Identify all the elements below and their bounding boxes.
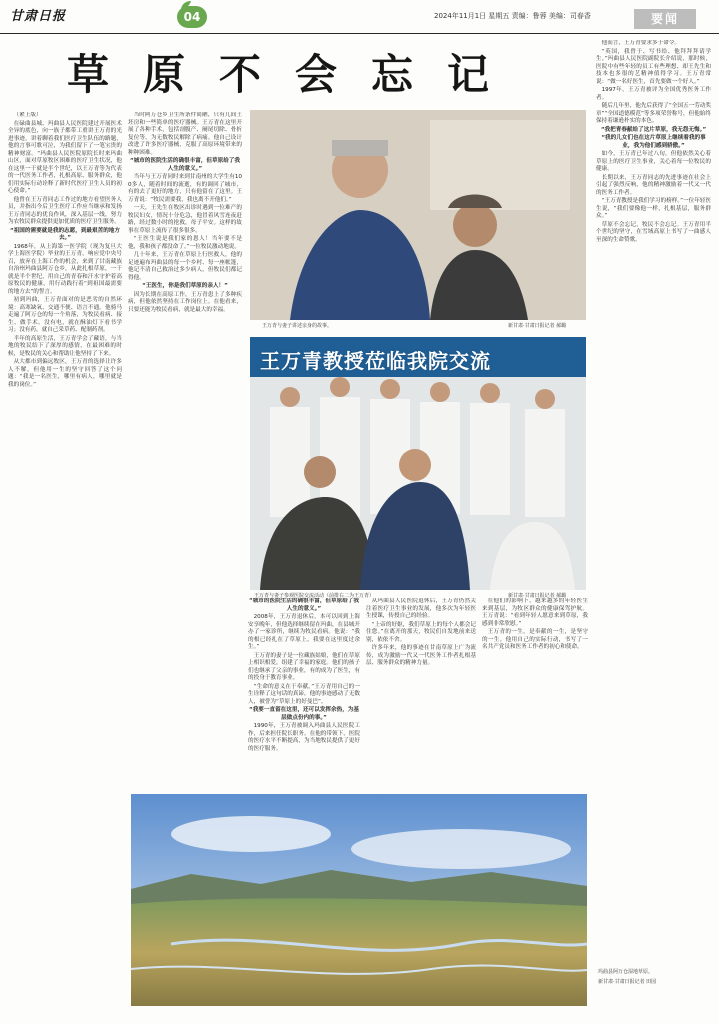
article-paragraph: 几十年来，王万青在草原上行医救人，他的足迹遍布玛曲县的每一个乡村、每一座帐篷，他记不清自己救治过多少病人，但牧民们都记得他。 [128, 252, 242, 281]
photo-landscape-illustration [131, 794, 587, 1006]
article-paragraph: 当时阿万仓乡卫生所条件简陋，只有几间土坯房和一些简单的医疗器械。王万青在这里开展了各种手术，包括剖腹产、阑尾切除、骨折复位等，为无数牧民解除了病痛。他自己设计改进了许多医疗器械，克服了高原环境带来的种种困难。 [128, 112, 242, 156]
article-paragraph: 王万青的一生，是奉献的一生，是坚守的一生。他用自己的实际行动，书写了一名共产党员和医务工作者的初心和使命。 [482, 629, 588, 650]
photo1-caption: 王万青与妻子讲述亲身的故事。 [262, 323, 333, 329]
article-paragraph: 2008年，王万青退休后，本可以回到上海安享晚年，但他选择继续留在玛曲，在县城开办了一家诊所，继续为牧民看病。他说：“我的根已经扎在了草原上，我要在这里度过余生。” [248, 614, 360, 650]
article-paragraph: 他而言，王万青要求多于命令。 [601, 40, 680, 46]
article-paragraph: “王万青教授是我们学习的榜样。”一位年轻医生说，“我们要像他一样，扎根基层，服务群众。” [596, 198, 711, 219]
photo2-credit: 新甘肃·甘肃日报记者 郝璐 [508, 593, 567, 599]
article-paragraph: 从玛曲县人民医院退休后，王万青仍然关注着医疗卫生事业的发展，他多次为年轻医生授课，传授自己的经验。 [366, 598, 476, 619]
article-paragraph: 初到玛曲，王万青面对的是恶劣的自然环境：高寒缺氧、交通不便、语言不通。他骑马走遍了阿万仓的每一个角落，为牧民看病、接生、做手术。没有电，就在酥油灯下看书学习；没有药，就自己采草药、配制药剂。 [8, 297, 122, 333]
article-column-3 [248, 598, 360, 788]
newspaper-logo: 甘肃日报 [10, 9, 67, 24]
article-paragraph: 草原不会忘记，牧民不会忘记。王万青用半个世纪的坚守，在雪域高原上书写了一曲感人至深的生命赞歌。 [596, 221, 711, 243]
article-paragraph: 当年与王万青同时来到甘南州的大学生有100多人，随着时间的流逝，有的调回了城市，有的去了更好的地方，只有他留在了这里。王万青说：“牧民需要我，我也离不开他们。” [128, 174, 242, 203]
article-column-1 [8, 112, 122, 1017]
article-subheading: “我的儿女们也在这片草原上继续着我的事业，我为他们感到骄傲。” [601, 135, 706, 149]
photo3-caption: 玛曲县阿万仓湿地草原。 [598, 969, 654, 975]
article-paragraph: 在他们的影响下，越来越多的年轻医生来到基层，为牧区群众的健康保驾护航。王万青说：“看到年轻人愿意来到草原，我感到非常欣慰。” [482, 598, 588, 627]
article-subheading: “我把青春献给了这片草原，我无怨无悔。” [600, 126, 707, 133]
article-headline: 草原不会忘记 [66, 50, 523, 99]
article-column-4 [366, 598, 476, 788]
article-paragraph: 随后几年里，他先后获得了“全国五一劳动奖章”“全国道德模范”等多项荣誉称号，但他始终保持着谦逊朴实的本色。 [596, 103, 711, 124]
photo2-banner-text: 王万青教授莅临我院交流 [260, 349, 491, 373]
masthead [0, 0, 719, 34]
photo-couple-illustration [250, 110, 586, 320]
article-paragraph: “王医生说是我们家的恩人！当年要不是他，我和孩子都没命了。”一位牧民激动地说。 [128, 236, 242, 250]
article-paragraph: 从大都市到偏远牧区，王万青的选择让许多人不解，但他用一生的坚守回答了这个问题：“我是一名医生，哪里有病人，哪里就是我的岗位。” [8, 359, 122, 388]
article-paragraph: 如今，王万青已年过八旬，但他依然关心着草原上的医疗卫生事业，关心着每一位牧民的健康。 [596, 151, 711, 172]
article-paragraph: 因为长期在高原工作，王万青患上了多种疾病，但他依然坚持在工作岗位上。在他看来，只要还能为牧民看病，就是最大的幸福。 [128, 291, 242, 313]
article-paragraph: 在碌曲县城、玛曲县人民医院建过开展医术全异的底色，向一族子都带工重讲王万青的光进事迹，讲着聊着我们医疗卫生队伍的路题，他的言事可歌可泣，为我们留下了一笔宝贵的精神财富。“玛曲县人民医院原院长时来玛曲山区，面对草原牧区困难的医疗卫生状况，他在这里一干就是半个世纪，以王万青等为代表的一代医务工作者，扎根高原、服务群众，他们用实际行动诠释了新时代医疗卫生人员的初心使命。” [8, 120, 122, 194]
page-number-badge: 04 [177, 6, 207, 28]
photo-group-illustration [250, 337, 586, 590]
article-column-2 [128, 112, 242, 792]
photo-wang-and-wife [250, 110, 586, 320]
article-column-5 [482, 598, 588, 788]
photo2-caption: 王万青与妻子参观医院交流活动（前排右二为王万青） [254, 593, 375, 599]
article-subheading: “城市的医院生活的确很丰富，但草原给了我人生的意义。” [130, 158, 240, 172]
article-column-6 [596, 40, 711, 1005]
article-paragraph: “上帝的好妪，我们草原上的每个人都会记住您。”在离开的那天，牧民们自发地前来送别，依依不舍。 [366, 621, 476, 643]
article-paragraph: “英国，我曾于、写书给、他拜拜拜请学生。”玛曲县人民医院副院长介绍说，那时候，医院中有些年轻的员工有些理想、却王先生和技本也多很的艺精神值得学习。王万青常说：“做一名好医生，首先要做一个好人。” [596, 48, 711, 85]
article-subheading: “王医生，你是我们草原的亲人！” [142, 283, 228, 289]
photo3-credit: 新甘肃·甘肃日报记者 田园 [598, 979, 657, 985]
article-subheading: “我要一直留在这里，还可以发挥余热，为基层做点份内的事。” [249, 707, 359, 721]
article-paragraph: 1997年，王万青被评为全国优秀医务工作者。 [596, 87, 711, 101]
article-paragraph: 一天，王先生在牧区出诊时遇到一位难产的牧民妇女，情况十分危急，他冒着风雪连夜赶路，经过数小时的抢救，母子平安。这样的故事在草原上流传了很多很多。 [128, 205, 242, 234]
article-subheading: “城市的医院生活的确很丰富，但草原给了我人生的意义。” [249, 598, 359, 612]
article-paragraph: （紧上版） [13, 112, 42, 118]
article-paragraph: 1968年，从上海第一医学院（现为复旦大学上海医学院）毕业的王万青，响应党中央号召，放弃在上海工作的机会，来到了甘南藏族自治州玛曲县阿万仓乡，从此扎根草原，一干就是半个世纪，用自己的青春和汗水守护着高原牧民的健康，用行动践行着“到祖国最需要的地方去”的誓言。 [8, 243, 122, 295]
article-paragraph: “生命的意义在于奉献。”王万青用自己的一生诠释了这句话的真谛，他的事迹感动了无数人，被誉为“草原上的好曼巴”。 [248, 683, 360, 705]
section-label: 要闻 [634, 9, 696, 29]
article-paragraph: 王万青的妻子是一位藏族姑娘，他们在草原上相识相爱，组建了幸福的家庭。他们的孩子们也继承了父亲的事业，有的成为了医生，有的投身于教育事业。 [248, 652, 360, 681]
article-subheading: “祖国的需要就是我的志愿，到最艰苦的地方去。” [10, 227, 120, 241]
article-paragraph: 半年的高原生活，王万青学会了藏语，与当地的牧民结下了深厚的感情，在最困难的时候，是牧民的关心和帮助让他坚持了下来。 [8, 335, 122, 357]
issue-date-editors: 2024年11月1日 星期五 责编：鲁蓉 美编：司春香 [434, 12, 591, 20]
photo1-credit: 新甘肃·甘肃日报记者 郝璐 [508, 323, 567, 329]
article-paragraph: 许多年来，他的事迹在甘南草原上广为流传，成为激励一代又一代医务工作者扎根基层、服务群众的精神力量。 [366, 645, 476, 666]
article-paragraph: 他曾在王万青同志工作过的地方看望医务人员，并指出今后卫生医疗工作应当继承和发扬王万青同志的优良作风，深入基层一线，努力为农牧民群众提供更加优质的医疗卫生服务。 [8, 196, 122, 225]
article-paragraph: 1990年，王万青被调入玛曲县人民医院工作，后来担任院长职务。在他的带领下，医院的医疗水平不断提高，为当地牧民提供了更好的医疗服务。 [248, 723, 360, 752]
photo-hospital-visit [250, 337, 586, 590]
article-paragraph: 长期以来，王万青同志的先进事迹在社会上引起了强烈反响，他的精神激励着一代又一代的医务工作者。 [596, 174, 711, 196]
photo-grassland-landscape [131, 794, 587, 1006]
